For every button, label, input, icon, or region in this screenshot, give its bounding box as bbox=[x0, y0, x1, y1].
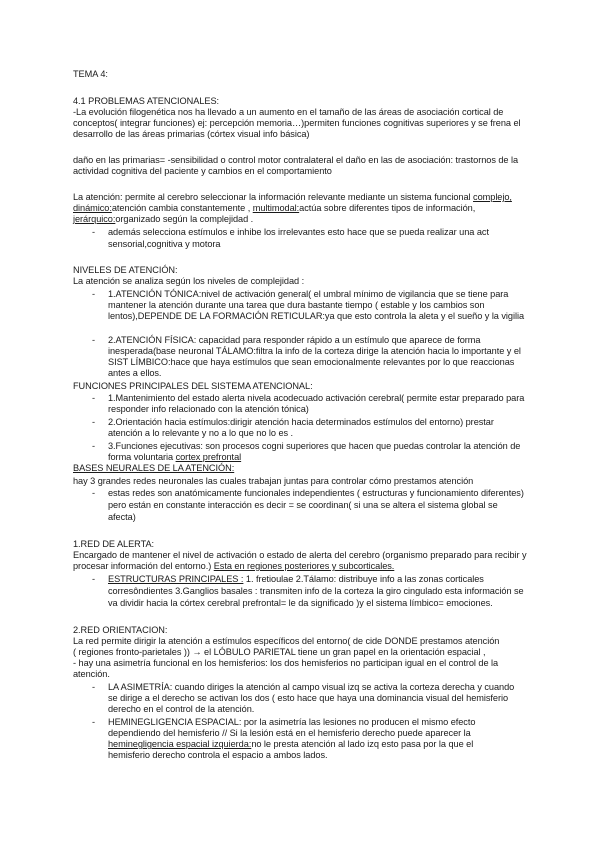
section-heading-orientacion: 2.RED ORIENTACION: bbox=[73, 625, 168, 635]
bullet-line: lentos),DEPENDE DE LA FORMACIÓN RETICULAR:ya que esto controla la aleta y el sueño y la vigilia bbox=[108, 311, 525, 321]
bullet-dash: - bbox=[92, 682, 96, 692]
underlined-term: cortex prefrontal bbox=[175, 452, 242, 462]
bullet-line: responder info relacionado con la atención tónica) bbox=[108, 404, 309, 414]
bullet-dash: - bbox=[92, 717, 96, 727]
paragraph-line: La atención se analiza según los niveles de complejidad : bbox=[73, 276, 305, 286]
bullet-line: 3.Funciones ejecutivas: son procesos cogni superiores que hacen que puedas controlar la atención de bbox=[108, 441, 521, 451]
bullet-line: corresôndientes 3.Ganglios basales : transmiten info de la corteza la giro cingulado esta información se bbox=[108, 586, 524, 596]
underlined-term: jerárquico: bbox=[73, 214, 116, 224]
doc-title: TEMA 4: bbox=[73, 69, 108, 79]
paragraph-line: Encargado de mantener el nivel de activación o estado de alerta del cerebro (organismo preparado para recibir y bbox=[73, 550, 527, 560]
bullet-dash: - bbox=[92, 393, 96, 403]
text-run: no le presta atención al lado izq esto pasa por la que el bbox=[251, 739, 474, 749]
bullet-line: antes a ellos. bbox=[108, 368, 162, 378]
bullet-line: inesperada(base neuronal TÁLAMO:filtra la info de la corteza dirige la atención hacia lo importante y el bbox=[108, 346, 521, 356]
underlined-term: Esta en regiones posteriores y subcorticales. bbox=[213, 561, 395, 571]
paragraph-line: hay 3 grandes redes neuronales las cuales trabajan juntas para controlar cómo prestamos atención bbox=[73, 476, 474, 486]
bullet-dash: - bbox=[92, 289, 96, 299]
section-heading-bases: BASES NEURALES DE LA ATENCIÓN: bbox=[73, 463, 235, 473]
section-heading-niveles: NIVELES DE ATENCIÓN: bbox=[73, 265, 178, 275]
paragraph-line: conceptos( integrar funciones) ej: percepción memoria…)permiten funciones cognitivas superiores y se frena el bbox=[73, 118, 521, 128]
bullet-line: 1.Mantenimiento del estado alerta nivela acodecuado activación cerebral( permite estar preparado para bbox=[108, 393, 525, 403]
bullet-line: 2.Orientación hacia estímulos:dirigir atención hacia determinados estímulos del entorno) prestar bbox=[108, 417, 494, 427]
bullet-line: SIST LÍMBICO:hace que haya estímulos que sean emocionalmente relevantes por lo que reaccionas bbox=[108, 357, 515, 367]
text-run: procesar información del entorno.) bbox=[73, 561, 214, 571]
bullet-line: atención a lo relevante y no a lo que no lo es . bbox=[108, 428, 294, 438]
paragraph-line: atención. bbox=[73, 669, 110, 679]
bullet-line: dependiendo del hemisferio // Si la lesión está en el hemisferio derecho puede aparecer la bbox=[108, 728, 471, 738]
paragraph-line: daño en las primarias= -sensibilidad o control motor contralateral el daño en las de asociación: trastornos de la bbox=[73, 155, 519, 165]
bullet-line bbox=[108, 574, 484, 585]
bullet-dash: - bbox=[92, 574, 96, 584]
text-run: forma voluntaria bbox=[108, 452, 176, 462]
bullet-dash: - bbox=[92, 417, 96, 427]
paragraph-line: La red permite dirigir la atención a estímulos específicos del entorno( de cide DONDE prestamos atención bbox=[73, 636, 500, 646]
text-run: 1. fretioulae 2.Tálamo: distribuye info a las zonas corticales bbox=[243, 574, 484, 584]
text-run: organizado según la complejidad . bbox=[115, 214, 254, 224]
section-heading-alerta: 1.RED DE ALERTA: bbox=[73, 539, 155, 549]
bullet-dash: - bbox=[92, 227, 96, 237]
bullet-line: mantener la atención durante una tarea que dura bastante tiempo ( estable y los cambios son bbox=[108, 300, 485, 310]
underlined-term: heminegligencia espacial izquierda: bbox=[108, 739, 252, 749]
bullet-line: sensorial,cognitiva y motora bbox=[108, 239, 221, 249]
paragraph-line: actividad cognitiva del paciente y cambios en el comportamiento bbox=[73, 166, 332, 176]
bullet-line: hemisferio derecho controla el espacio a ambos lados. bbox=[108, 750, 328, 760]
underlined-term: multimodal: bbox=[252, 203, 300, 213]
bullet-dash: - bbox=[92, 335, 96, 345]
paragraph-line: desarrollo de las áreas primarias (córtex visual info básica) bbox=[73, 129, 310, 139]
bullet-line: 1.ATENCIÓN TÓNICA:nivel de activación general( el umbral mínimo de vigilancia que se tiene para bbox=[108, 289, 509, 299]
bullet-line: afecta) bbox=[108, 512, 136, 522]
paragraph-line: -La evolución filogenética nos ha llevado a un aumento en el tamaño de las áreas de asociación cortical de bbox=[73, 107, 504, 117]
bullet-line bbox=[108, 452, 241, 463]
text-run: atención cambia constantemente , bbox=[111, 203, 253, 213]
section-heading-4-1: 4.1 PROBLEMAS ATENCIONALES: bbox=[73, 96, 220, 106]
text-run: La atención: permite al cerebro seleccionar la información relevante mediante un sistema funcional bbox=[73, 192, 474, 202]
bullet-line: 2.ATENCIÓN FÍSICA: capacidad para responder rápido a un estímulo que aparece de forma bbox=[108, 335, 481, 345]
bullet-line: va dividir hacia la córtex cerebral prefrontal= le da significado )y el sistema límbico= emociones. bbox=[108, 598, 493, 608]
paragraph-line bbox=[73, 214, 253, 225]
bullet-line: además selecciona estímulos e inhibe los irrelevantes esto hace que se pueda realizar una act bbox=[108, 227, 489, 237]
bullet-dash: - bbox=[92, 488, 96, 498]
bullet-line: estas redes son anatómicamente funcionales independientes ( estructuras y funcionamiento diferentes) bbox=[108, 488, 524, 498]
paragraph-line bbox=[73, 561, 394, 572]
paragraph-line: - hay una asimetría funcional en los hemisferios: los dos hemisferios no participan igual en el control de la bbox=[73, 658, 499, 668]
text-run: actúa sobre diferentes tipos de información, bbox=[299, 203, 476, 213]
bullet-line: LA ASIMETRÍA: cuando diriges la atención al campo visual izq se activa la corteza derecha y cuando bbox=[108, 682, 515, 692]
bullet-line: derecho en el control de la atención. bbox=[108, 704, 255, 714]
underlined-term: complejo, bbox=[473, 192, 512, 202]
bullet-line: se dirige a el derecho se activan los dos ( esto hace que haya una dominancia visual del hemisferio bbox=[108, 693, 509, 703]
paragraph-line bbox=[73, 203, 475, 214]
paragraph-line bbox=[73, 192, 512, 203]
section-heading-funciones: FUNCIONES PRINCIPALES DEL SISTEMA ATENCIONAL: bbox=[73, 381, 313, 391]
bullet-line: HEMINEGLIGENCIA ESPACIAL: por la asimetría las lesiones no producen el mismo efecto bbox=[108, 717, 476, 727]
bullet-line: pero están en constante interacción es decir = se coordinan( si una se altera el sistema global se bbox=[108, 500, 498, 510]
bullet-line bbox=[108, 739, 473, 750]
paragraph-line: ( regiones fronto-parietales )) → el LÓBULO PARIETAL tiene un gran papel en la orientación espacial , bbox=[73, 647, 486, 657]
underlined-term: ESTRUCTURAS PRINCIPALES : bbox=[108, 574, 244, 584]
bullet-dash: - bbox=[92, 441, 96, 451]
underlined-term: dinámico: bbox=[73, 203, 112, 213]
